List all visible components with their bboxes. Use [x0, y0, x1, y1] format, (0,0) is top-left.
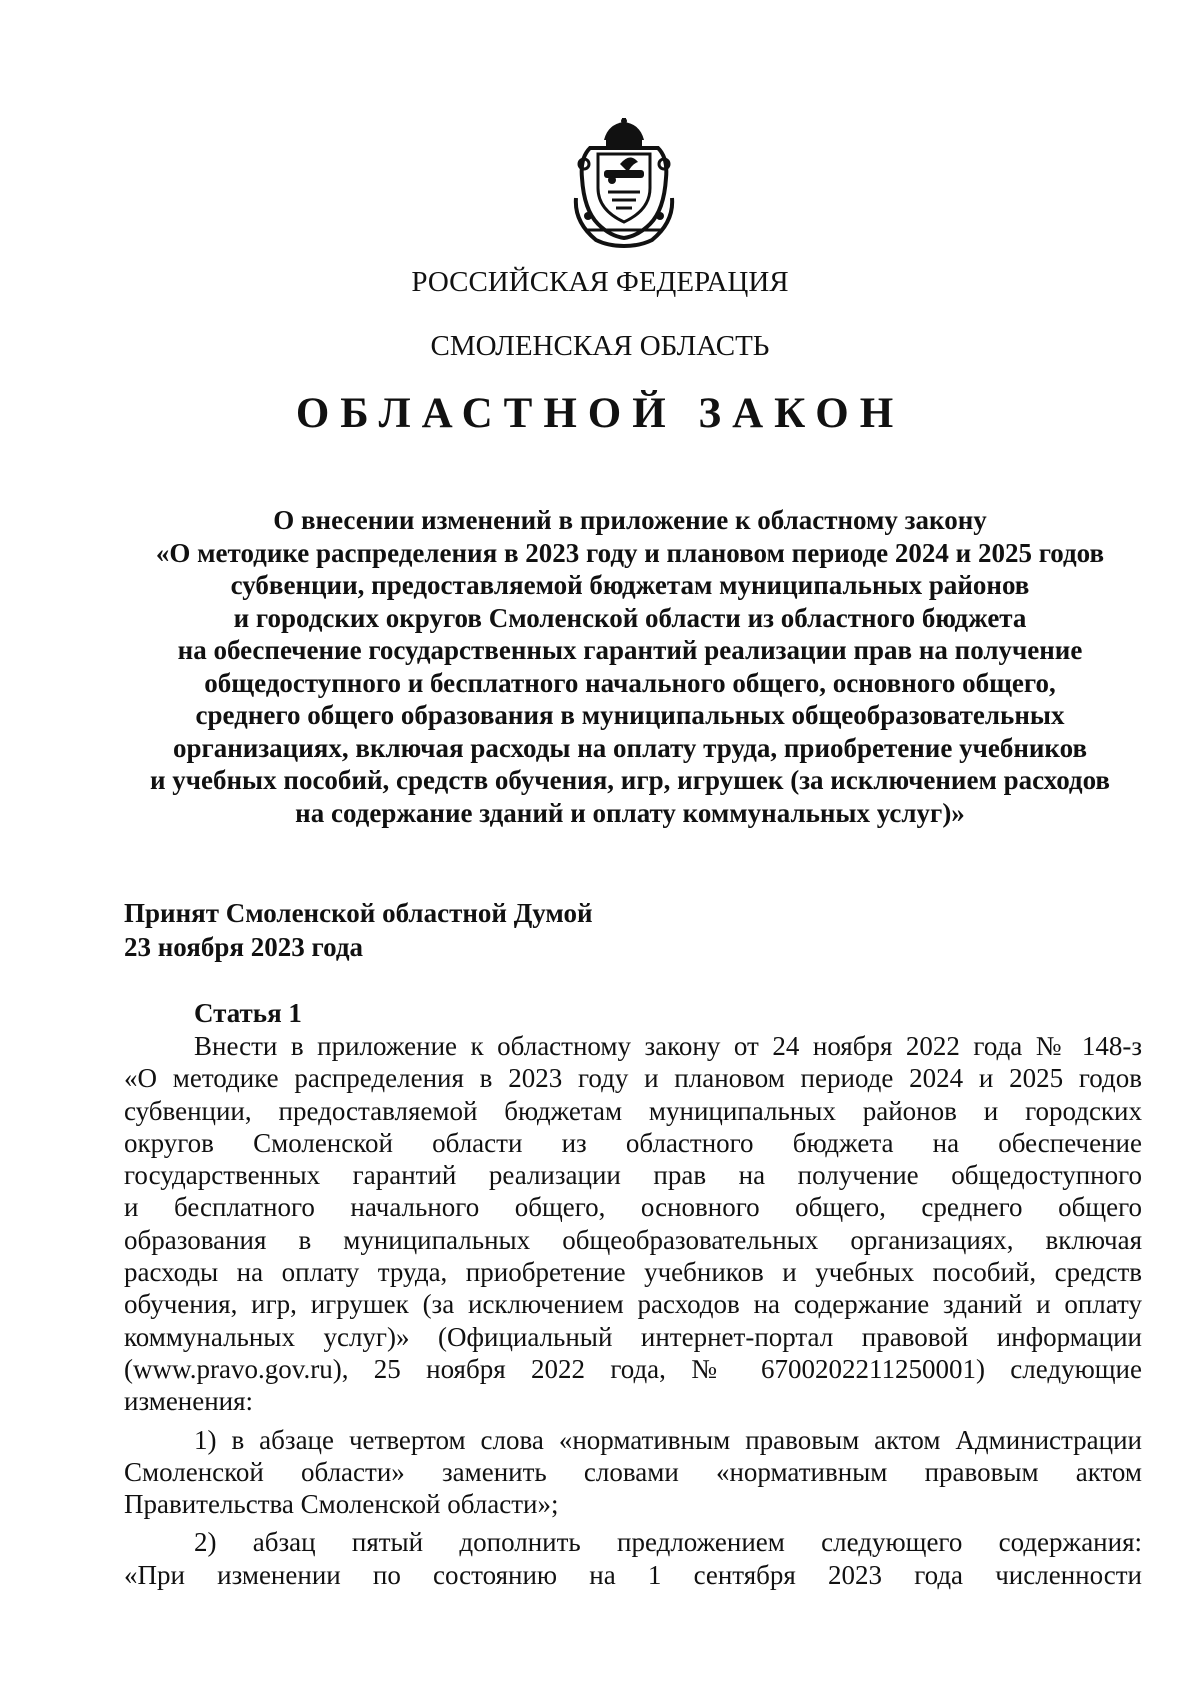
subject-line: и городских округов Смоленской области из областного бюджета: [233, 602, 1027, 633]
item-1-line: 1) в абзаце четвертом слова «нормативным правовым актом Администрации: [194, 1424, 1142, 1455]
article-body: [124, 1030, 1142, 1591]
header-region: СМОЛЕНСКАЯ ОБЛАСТЬ: [430, 330, 770, 362]
law-subject-title: [118, 504, 1142, 829]
body-line: округов Смоленской области из областного бюджета на обеспечение: [124, 1127, 1142, 1158]
subject-line: организациях, включая расходы на оплату труда, приобретение учебников: [172, 732, 1088, 763]
subject-line: общедоступного и бесплатного начального общего, основного общего,: [204, 667, 1056, 698]
body-line: (www.pravo.gov.ru), 25 ноября 2022 года, № 6700202211250001) следующие: [124, 1353, 1142, 1384]
subject-line: на содержание зданий и оплату коммунальных услуг)»: [295, 797, 965, 828]
adopted-by: Принят Смоленской областной Думой: [124, 898, 593, 928]
item-1-line: Смоленской области» заменить словами «нормативным правовым актом: [124, 1456, 1142, 1487]
header-country: РОССИЙСКАЯ ФЕДЕРАЦИЯ: [411, 266, 789, 298]
body-line: Внести в приложение к областному закону от 24 ноября 2022 года № 148-з: [194, 1031, 1142, 1061]
body-line: и бесплатного начального общего, основного общего, среднего общего: [124, 1192, 1142, 1223]
body-line: расходы на оплату труда, приобретение учебников и учебных пособий, средств: [124, 1257, 1142, 1288]
document-type-title: ОБЛАСТНОЙ ЗАКОН: [295, 390, 905, 437]
body-line: обучения, игр, игрушек (за исключением расходов на содержание зданий и оплату: [124, 1289, 1142, 1320]
adopted-date: 23 ноября 2023 года: [124, 932, 363, 962]
coat-of-arms-emblem: [568, 118, 680, 250]
subject-line: на обеспечение государственных гарантий реализации прав на получение: [177, 635, 1083, 665]
subject-line: субвенции, предоставляемой бюджетам муниципальных районов: [230, 570, 1030, 600]
body-line: субвенции, предоставляемой бюджетам муниципальных районов и городских: [124, 1095, 1142, 1126]
item-1-line: Правительства Смоленской области»;: [124, 1489, 559, 1520]
body-line: коммунальных услуг)» (Официальный интернет-портал правовой информации: [124, 1321, 1142, 1352]
subject-line: О внесении изменений в приложение к областному закону: [273, 505, 987, 535]
subject-line: и учебных пособий, средств обучения, игр, игрушек (за исключением расходов: [149, 765, 1111, 795]
subject-line: среднего общего образования в муниципальных общеобразовательных: [195, 700, 1065, 730]
item-2-line: «При изменении по состоянию на 1 сентября 2023 года численности: [124, 1559, 1142, 1590]
body-line: изменения:: [124, 1386, 254, 1417]
body-line: образования в муниципальных общеобразовательных организациях, включая: [124, 1224, 1142, 1255]
body-line: «О методике распределения в 2023 году и плановом периоде 2024 и 2025 годов: [124, 1063, 1142, 1094]
adoption-info: [124, 896, 593, 964]
body-line: государственных гарантий реализации прав на получение общедоступного: [124, 1160, 1142, 1191]
article-heading: Статья 1: [194, 998, 302, 1028]
item-2-line: 2) абзац пятый дополнить предложением следующего содержания:: [194, 1527, 1142, 1558]
subject-line: «О методике распределения в 2023 году и плановом периоде 2024 и 2025 годов: [155, 537, 1105, 568]
